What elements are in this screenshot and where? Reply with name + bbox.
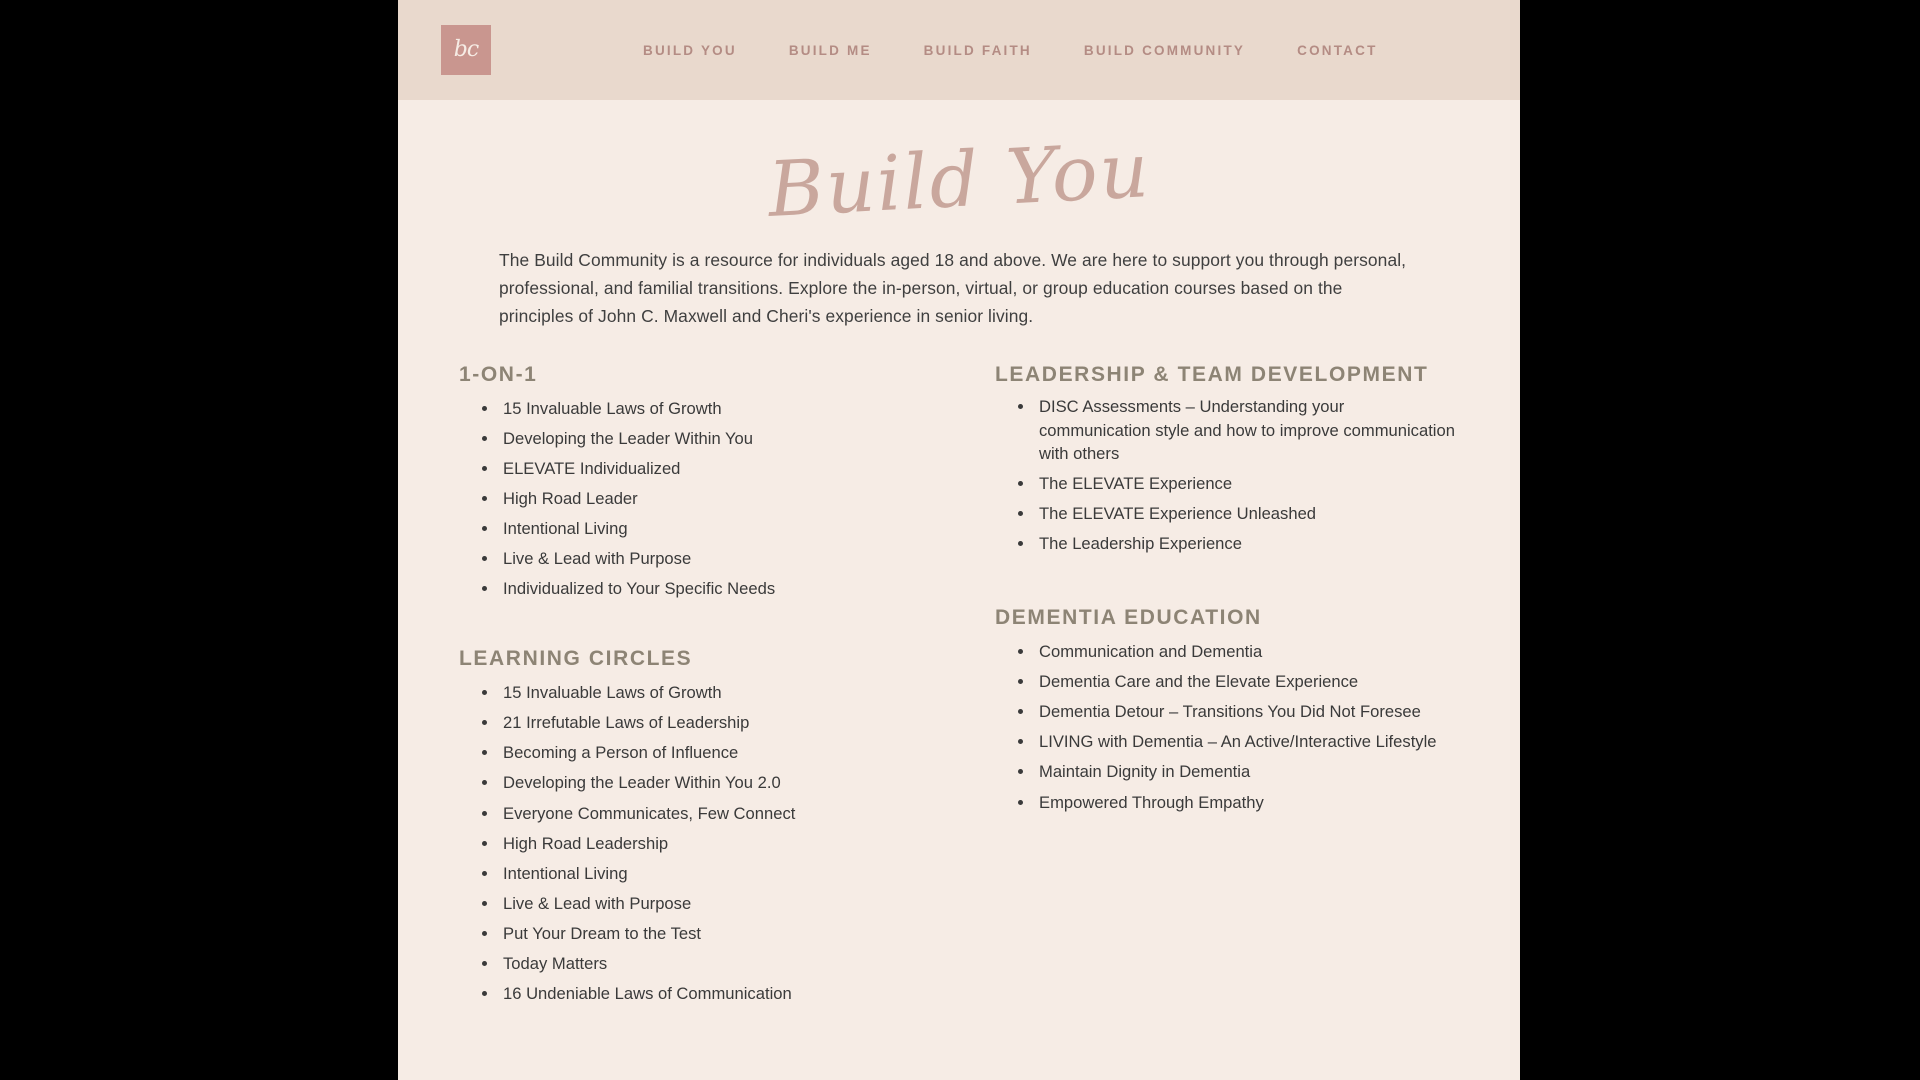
- list-item: • Live & Lead with Purpose: [499, 892, 933, 916]
- nav-item-build-faith[interactable]: BUILD FAITH: [923, 42, 1032, 58]
- section-list: [995, 640, 1459, 814]
- section-title: LEADERSHIP & TEAM DEVELOPMENT: [995, 362, 1429, 386]
- section-title: LEARNING CIRCLES: [459, 646, 693, 670]
- list-item: • The ELEVATE Experience Unleashed: [1035, 502, 1459, 526]
- list-item: • 15 Invaluable Laws of Growth: [499, 681, 933, 705]
- nav-item-build-you[interactable]: BUILD YOU: [643, 42, 737, 58]
- list-item: • Communication and Dementia: [1035, 640, 1459, 664]
- page-title: Build You: [765, 125, 1153, 234]
- section-dementia-education: [995, 604, 1459, 814]
- section-learning-circles: [459, 645, 933, 1006]
- list-item: • DISC Assessments – Understanding your communication style and how to improve communication with others: [1035, 395, 1459, 466]
- site-logo[interactable]: [441, 25, 491, 75]
- page-content: [398, 100, 1520, 1012]
- nav-item-contact[interactable]: CONTACT: [1297, 42, 1378, 58]
- main-navigation: [643, 0, 1378, 100]
- section-list: [459, 397, 933, 601]
- list-item: • The ELEVATE Experience: [1035, 472, 1459, 496]
- section-title: DEMENTIA EDUCATION: [995, 605, 1262, 629]
- section-1-on-1: [459, 361, 933, 601]
- list-item: • Maintain Dignity in Dementia: [1035, 760, 1459, 784]
- left-column: [459, 361, 959, 1012]
- list-item: • High Road Leader: [499, 487, 933, 511]
- list-item: • 21 Irrefutable Laws of Leadership: [499, 711, 933, 735]
- list-item: • Put Your Dream to the Test: [499, 922, 933, 946]
- list-item: • Developing the Leader Within You 2.0: [499, 771, 933, 795]
- list-item: • High Road Leadership: [499, 832, 933, 856]
- list-item: • ELEVATE Individualized: [499, 457, 933, 481]
- list-item: • Today Matters: [499, 952, 933, 976]
- list-item: • Intentional Living: [499, 517, 933, 541]
- list-item: • Individualized to Your Specific Needs: [499, 577, 933, 601]
- list-item: • Live & Lead with Purpose: [499, 547, 933, 571]
- intro-paragraph: The Build Community is a resource for individuals aged 18 and above. We are here to support you through personal, professional, and familial transitions. Explore the in-person, virtual, or group education courses based on the principles of John C. Maxwell and Cheri's experience in senior living.: [499, 249, 1407, 327]
- list-item: • Becoming a Person of Influence: [499, 741, 933, 765]
- page-canvas: [398, 0, 1520, 1080]
- section-list: [459, 681, 933, 1005]
- list-item: • Dementia Detour – Transitions You Did Not Foresee: [1035, 700, 1459, 724]
- list-item: • Dementia Care and the Elevate Experience: [1035, 670, 1459, 694]
- site-header: [398, 0, 1520, 100]
- list-item: • Intentional Living: [499, 862, 933, 886]
- list-item: • Empowered Through Empathy: [1035, 791, 1459, 815]
- page-title-wrap: [398, 100, 1520, 236]
- right-column: [959, 361, 1459, 1012]
- nav-item-build-me[interactable]: BUILD ME: [788, 42, 872, 58]
- list-item: • LIVING with Dementia – An Active/Interactive Lifestyle: [1035, 730, 1459, 754]
- section-leadership-team-development: [995, 361, 1459, 556]
- sections-columns: [459, 361, 1459, 1012]
- list-item: • 16 Undeniable Laws of Communication: [499, 982, 933, 1006]
- logo-monogram: bc: [453, 37, 479, 62]
- section-title: 1-ON-1: [459, 362, 538, 386]
- list-item: • The Leadership Experience: [1035, 532, 1459, 556]
- list-item: • 15 Invaluable Laws of Growth: [499, 397, 933, 421]
- list-item: • Everyone Communicates, Few Connect: [499, 802, 933, 826]
- section-list: [995, 395, 1459, 556]
- nav-item-build-community[interactable]: BUILD COMMUNITY: [1083, 42, 1246, 58]
- list-item: • Developing the Leader Within You: [499, 427, 933, 451]
